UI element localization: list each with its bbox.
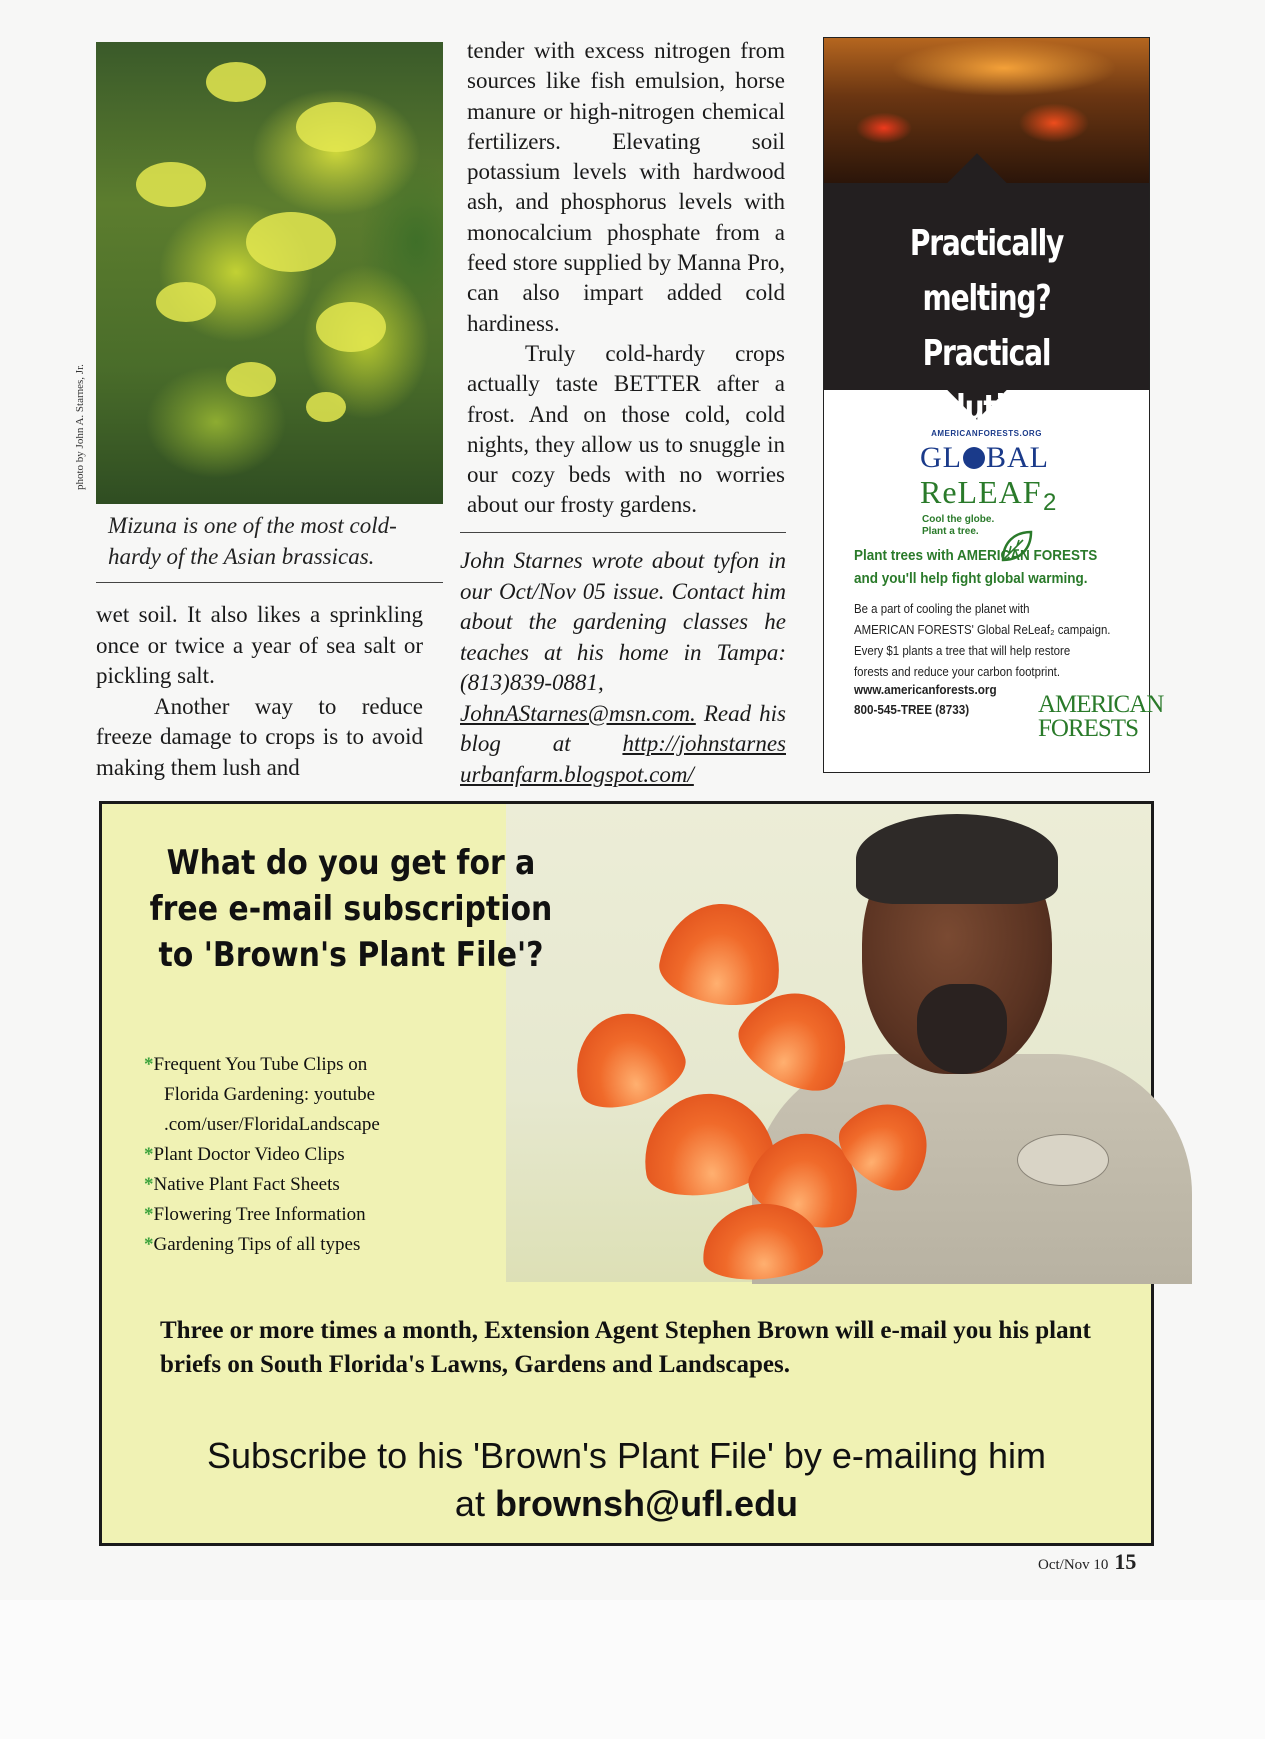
list-item-text: Native Plant Fact Sheets xyxy=(153,1174,340,1195)
bio-read: Read his blog at xyxy=(460,700,786,756)
ad-url[interactable]: www.americanforests.org xyxy=(854,682,997,697)
list-item-text: Plant Doctor Video Clips xyxy=(153,1144,345,1165)
left-paragraph-1: wet soil. It also likes a sprinkling once or twice a year of sea salt or pickling salt. xyxy=(96,602,423,688)
ad-body-line-2: AMERICAN FORESTS' Global ReLeaf₂ campaign. xyxy=(854,622,1111,637)
ad-site-label: AMERICANFORESTS.ORG xyxy=(931,429,1042,438)
photo-credit: photo by John A. Starnes, Jr. xyxy=(74,364,86,490)
list-item-text: Gardening Tips of all types xyxy=(153,1234,361,1255)
list-item-continuation: .com/user/FloridaLandscape xyxy=(164,1114,380,1135)
mizuna-photo xyxy=(96,42,443,504)
brand-line-1: AMERICAN xyxy=(1038,691,1164,718)
subscribe-call-to-action xyxy=(102,1432,1151,1528)
man-beard xyxy=(917,984,1007,1074)
global-logo-part-2: BAL xyxy=(986,441,1049,474)
ad-headline-line-2: Practical solution. xyxy=(922,333,1051,429)
star-icon: * xyxy=(144,1174,154,1195)
issue-label: Oct/Nov 10 xyxy=(1038,1557,1109,1573)
list-item xyxy=(144,1140,380,1170)
star-icon: * xyxy=(144,1234,154,1255)
logo-tagline xyxy=(922,514,994,538)
middle-paragraph-1: tender with excess nitrogen from sources like fish emulsion, horse manure or high-nitrogen chemical fertilizers. Elevating soil potassium levels with hardwood ash, and phosphorus levels with monocalcium phosphate from a feed store supplied by Manna Pro, can also impart added cold hardiness. xyxy=(467,38,785,336)
blog-link[interactable]: http://johnstarnes urbanfarm.blogspot.com/ xyxy=(460,731,786,787)
ad-body-line-1: Be a part of cooling the planet with xyxy=(854,601,1030,616)
global-logo-part-1: GL xyxy=(920,441,962,474)
author-bio xyxy=(460,546,786,790)
ad-phone: 800-545-TREE (8733) xyxy=(854,702,970,717)
caption-divider xyxy=(96,582,443,583)
star-icon: * xyxy=(144,1204,154,1225)
ad-green-line-2: and you'll help fight global warming. xyxy=(854,570,1088,587)
ad-headline-line-1: Practically melting? xyxy=(909,223,1064,319)
benefits-list xyxy=(144,1050,380,1260)
global-logo-text xyxy=(920,441,1049,475)
ad-green-text xyxy=(854,544,1097,590)
page-footer xyxy=(1038,1549,1136,1575)
cta-at: at xyxy=(454,1483,485,1524)
list-item xyxy=(144,1230,380,1260)
man-hair xyxy=(856,814,1058,904)
list-item xyxy=(144,1200,380,1230)
subscribe-email-link[interactable]: brownsh@ufl.edu xyxy=(494,1483,799,1524)
middle-column xyxy=(467,36,785,521)
scan-margin xyxy=(0,1600,1265,1739)
list-item-text: Frequent You Tube Clips on xyxy=(153,1054,368,1075)
middle-paragraph-2: Truly cold-hardy crops actually taste BETTER after a frost. And on those cold, cold nights, they allow us to snuggle in our cozy beds with no worries about our frosty gardens. xyxy=(467,340,785,518)
cta-line-1: Subscribe to his 'Brown's Plant File' by e-mailing him xyxy=(207,1435,1046,1476)
ad-headline xyxy=(860,216,1114,436)
ad-body-line-3: Every $1 plants a tree that will help restore xyxy=(854,643,1071,658)
american-forests-logo xyxy=(1038,693,1163,741)
cta-line-2 xyxy=(102,1480,1151,1528)
subscription-description: Three or more times a month, Extension Agent Stephen Brown will e-mail you his plant briefs on South Florida's Lawns, Gardens and Landscapes. xyxy=(160,1317,1091,1378)
globe-icon xyxy=(963,447,985,469)
releaf-subscript: 2 xyxy=(1043,489,1057,516)
subscription-title: What do you get for a free e-mail subscription to 'Brown's Plant File'? xyxy=(149,843,553,975)
american-forests-ad[interactable] xyxy=(823,37,1164,773)
star-icon: * xyxy=(144,1054,154,1075)
uf-patch xyxy=(1017,1134,1109,1186)
brand-line-2: FORESTS xyxy=(1038,715,1138,742)
ad-body-text xyxy=(854,598,1118,682)
list-item xyxy=(144,1170,380,1200)
bio-divider xyxy=(460,532,786,533)
author-email-link[interactable]: JohnAStarnes@msn.com. xyxy=(460,700,696,726)
ad-body-line-4: forests and reduce your carbon footprint. xyxy=(854,664,1061,679)
logo-tagline-1: Cool the globe. xyxy=(922,514,995,525)
left-column xyxy=(96,600,423,783)
list-item-text: Flowering Tree Information xyxy=(153,1204,366,1225)
left-paragraph-2: Another way to reduce freeze damage to crops is to avoid making them lush and xyxy=(96,693,423,780)
ad-green-line-1: Plant trees with AMERICAN FORESTS xyxy=(854,547,1098,564)
star-icon: * xyxy=(144,1144,154,1165)
bio-text: John Starnes wrote about tyfon in our Oct/Nov 05 issue. Contact him about the gardening classes he teaches at his home in Tampa: (813)839-0881, xyxy=(460,548,786,695)
releaf-logo-text: ReLEAF xyxy=(920,474,1042,510)
list-item-continuation: Florida Gardening: youtube xyxy=(164,1084,376,1105)
logo-tagline-2: Plant a tree. xyxy=(922,526,979,537)
page-number: 15 xyxy=(1114,1549,1137,1574)
list-item xyxy=(144,1050,380,1080)
photo-caption: Mizuna is one of the most cold-hardy of the Asian brassicas. xyxy=(108,513,397,569)
subscription-box xyxy=(99,801,1154,1546)
traffic-photo xyxy=(824,38,1149,183)
